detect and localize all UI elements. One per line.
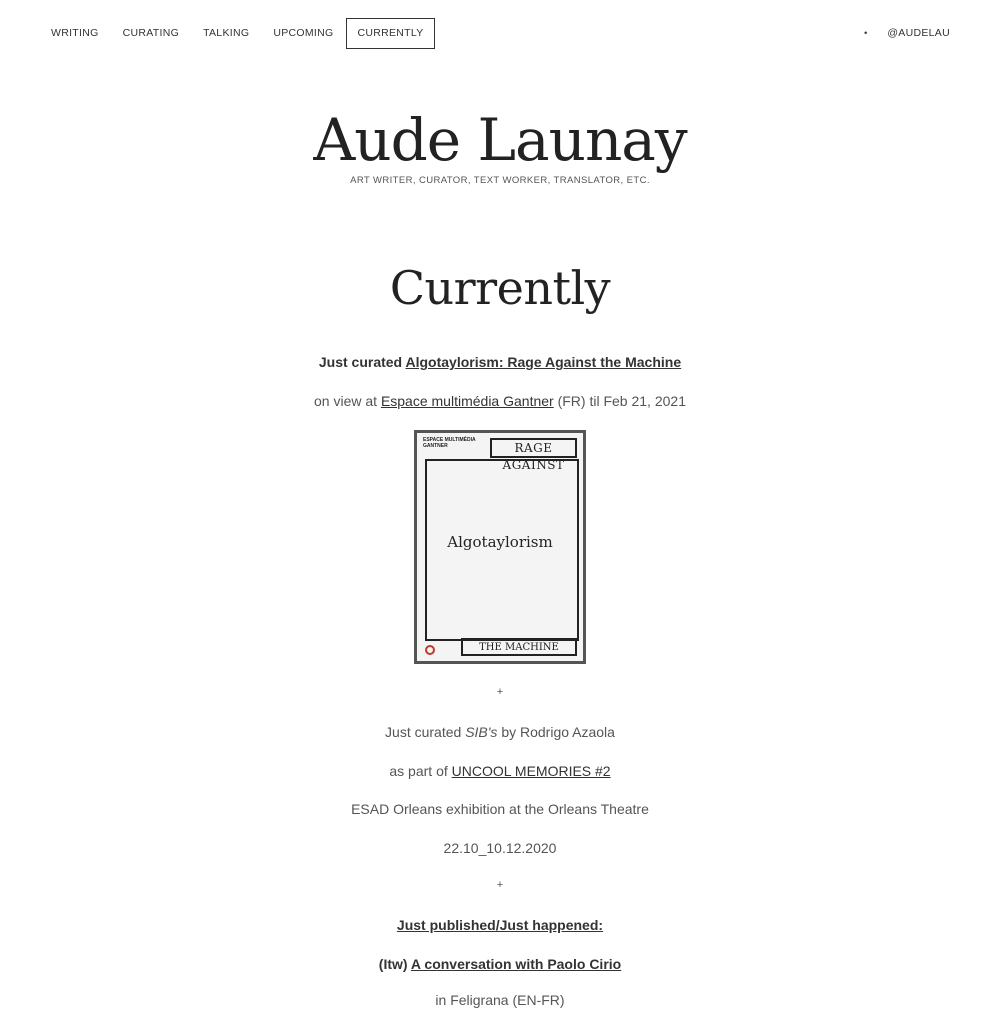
algotaylorism-link[interactable]: Algotaylorism: Rage Against the Machine <box>405 354 682 370</box>
published-heading <box>0 915 1000 935</box>
dates-line: 22.10_10.12.2020 <box>443 840 557 856</box>
interview-link[interactable]: A conversation with Paolo Cirio <box>410 956 622 972</box>
site-title[interactable]: Aude Launay <box>313 106 687 174</box>
published-heading-link[interactable]: Just published/Just happened: <box>396 917 604 933</box>
exhibition-poster[interactable] <box>414 430 586 664</box>
venue-suffix: (FR) til Feb 21, 2021 <box>553 393 686 409</box>
source-name: Feligrana <box>450 992 509 1008</box>
poster-center-text: Algotaylorism <box>447 533 553 551</box>
curated2-prefix: Just curated <box>385 724 466 740</box>
uncool-memories-link[interactable]: UNCOOL MEMORIES #2 <box>451 763 611 779</box>
main-nav <box>40 18 437 49</box>
source-prefix: in <box>435 992 451 1008</box>
poster-top-text: RAGE AGAINST <box>490 438 577 458</box>
nav-currently[interactable]: CURRENTLY <box>346 18 434 49</box>
exhibition-line: ESAD Orleans exhibition at the Orleans Theatre <box>351 801 649 817</box>
part-of-prefix: as part of <box>389 763 452 779</box>
nav-upcoming[interactable]: UPCOMING <box>273 27 334 39</box>
poster-bottom-text: THE MACHINE <box>461 638 577 656</box>
source-suffix: (EN-FR) <box>508 992 565 1008</box>
poster-logo-icon <box>425 645 435 655</box>
nav-right <box>864 27 950 39</box>
interview-prefix: (Itw) <box>378 956 411 972</box>
venue-prefix: on view at <box>314 393 381 409</box>
site-tagline: ART WRITER, CURATOR, TEXT WORKER, TRANSLATOR, ETC. <box>350 175 650 186</box>
nav-writing[interactable]: WRITING <box>51 27 99 39</box>
social-handle-link[interactable]: @AUDELAU <box>887 27 950 39</box>
star-icon: • <box>864 28 868 38</box>
venue-line <box>0 391 1000 411</box>
nav-curating[interactable]: CURATING <box>122 27 180 39</box>
nav-talking[interactable]: TALKING <box>203 27 250 39</box>
work-title: SIB's <box>465 724 498 740</box>
curated-line-2 <box>0 722 1000 742</box>
page-title: Currently <box>389 261 611 315</box>
source-line <box>0 990 1000 1010</box>
interview-line <box>0 954 1000 974</box>
curated-line-1 <box>0 352 1000 372</box>
separator: + <box>496 686 504 698</box>
poster-publisher: ESPACE MULTIMÉDIA GANTNER <box>423 437 476 449</box>
separator-2: + <box>496 879 504 891</box>
curated-prefix: Just curated <box>318 354 406 370</box>
venue-link[interactable]: Espace multimédia Gantner <box>380 393 554 409</box>
part-of-line <box>0 761 1000 781</box>
curated2-suffix: by Rodrigo Azaola <box>497 724 615 740</box>
